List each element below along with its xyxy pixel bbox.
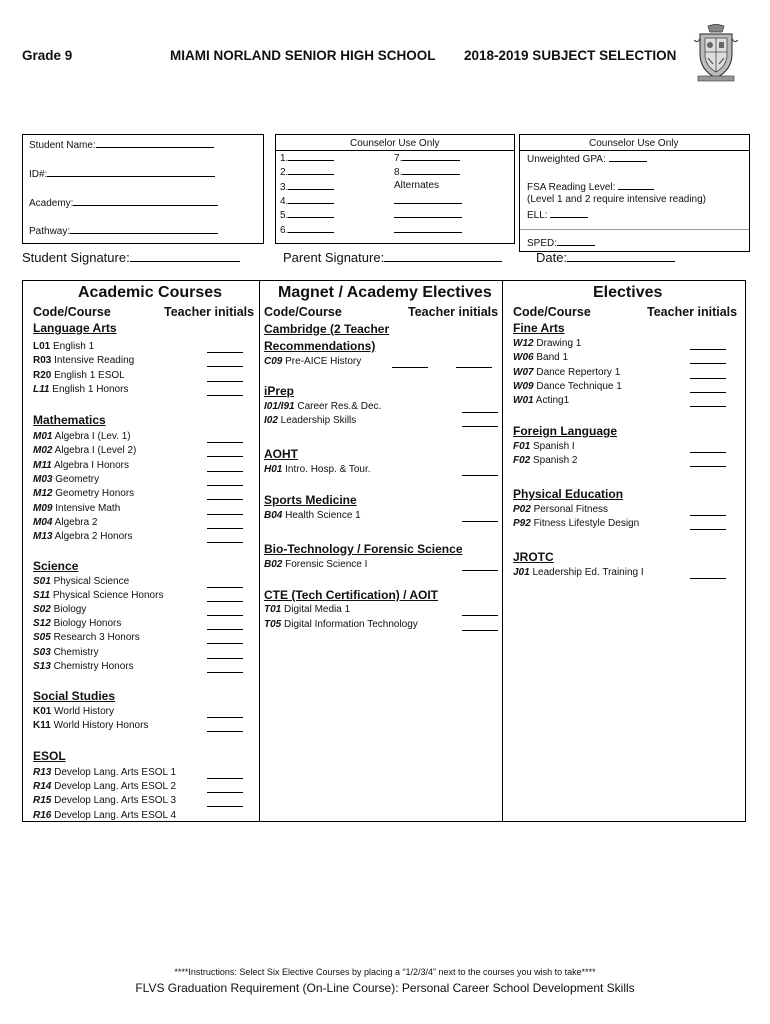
- course-code: P02: [513, 504, 531, 515]
- course-item: [33, 647, 99, 658]
- counselor-slot-label: Alternates: [394, 179, 440, 191]
- academy-field[interactable]: [73, 196, 218, 206]
- counselor-slot: [280, 208, 334, 221]
- counselor-slot-field[interactable]: [288, 165, 334, 175]
- teacher-initials-field[interactable]: [207, 643, 243, 644]
- course-name: Algebra 2 Honors: [52, 531, 133, 543]
- sped-field[interactable]: [557, 236, 595, 246]
- course-name: World History Honors: [50, 720, 149, 732]
- course-code: I01/I91: [264, 401, 295, 412]
- course-name: Algebra I Honors: [51, 459, 129, 471]
- counselor-slot-field[interactable]: [402, 165, 460, 175]
- magnet-title: Magnet / Academy Electives: [278, 284, 492, 301]
- course-code: W07: [513, 366, 534, 378]
- counselor-slot-label: 2.: [280, 167, 289, 179]
- section-heading: iPrep: [264, 384, 295, 398]
- course-item: [264, 510, 361, 521]
- teacher-initials-field[interactable]: [207, 717, 243, 718]
- fsa-note: (Level 1 and 2 require intensive reading): [527, 194, 706, 205]
- counselor-slot-field[interactable]: [394, 208, 462, 218]
- course-name: Geometry: [52, 473, 100, 485]
- teacher-initials-field[interactable]: [462, 615, 498, 616]
- course-code: M04: [33, 516, 53, 528]
- teacher-initials-field[interactable]: [207, 542, 243, 543]
- magnet-electives-column: [258, 280, 502, 822]
- counselor-slot-field[interactable]: [288, 194, 334, 204]
- counselor-slot: [280, 223, 334, 236]
- student-info-box: [22, 134, 264, 244]
- course-name: Algebra I (Lev. 1): [52, 431, 131, 442]
- counselor-slot-label: 1.: [280, 153, 289, 164]
- ell-field[interactable]: [550, 208, 588, 218]
- counselor-slot: [394, 194, 462, 207]
- course-code: S11: [33, 590, 51, 602]
- student-name-label: Student Name:: [29, 140, 96, 151]
- course-code: R20: [33, 369, 52, 381]
- course-code: S02: [33, 604, 51, 616]
- id-field[interactable]: [47, 167, 215, 177]
- teacher-initials-field[interactable]: [690, 452, 726, 453]
- counselor-slot-field[interactable]: [394, 194, 462, 204]
- course-item: [513, 338, 581, 349]
- course-name: Physical Science Honors: [50, 590, 164, 602]
- teacher-initials-field[interactable]: [690, 406, 726, 407]
- course-item: [33, 503, 120, 514]
- course-item: [33, 618, 121, 629]
- teacher-initials-field[interactable]: [207, 442, 243, 443]
- course-name: Leadership Skills: [277, 415, 357, 427]
- course-name: Research 3 Honors: [50, 632, 140, 644]
- counselor-slot-field[interactable]: [402, 151, 460, 161]
- counselor-slot-label: 7.: [394, 153, 403, 164]
- course-code: T05: [264, 618, 282, 630]
- counselor-slot-field[interactable]: [288, 223, 334, 233]
- counselor-slot-label: 5.: [280, 210, 289, 222]
- section-heading: Cambridge (2 Teacher Recommendations): [264, 322, 390, 353]
- sped-label: SPED:: [527, 238, 558, 249]
- student-signature-label: Student Signature:: [22, 250, 130, 265]
- academic-code-header: Code/Course: [33, 305, 111, 319]
- course-item: [264, 604, 350, 615]
- academic-teacher-header: Teacher initials: [164, 305, 255, 319]
- section-heading: CTE (Tech Certification) / AOIT: [264, 588, 439, 602]
- course-name: Band 1: [533, 352, 569, 364]
- counselor-box-middle: [275, 134, 515, 244]
- course-item: [264, 401, 381, 412]
- counselor-slot: [394, 151, 460, 164]
- course-item: [33, 795, 176, 806]
- course-item: [264, 415, 356, 426]
- course-code: W06: [513, 352, 534, 364]
- course-code: I02: [264, 415, 278, 427]
- course-code: T01: [264, 604, 282, 615]
- counselor-right-title: Counselor Use Only: [589, 138, 679, 149]
- teacher-initials-field[interactable]: [207, 587, 243, 588]
- course-code: M11: [33, 459, 52, 471]
- course-name: Chemistry Honors: [50, 660, 134, 672]
- course-name: Biology Honors: [50, 618, 122, 630]
- course-item: [33, 460, 129, 471]
- counselor-slot: [394, 223, 462, 236]
- fsa-label: FSA Reading Level:: [527, 182, 616, 193]
- section-heading: Social Studies: [33, 689, 116, 703]
- course-item: [513, 352, 568, 363]
- course-code: W12: [513, 338, 534, 349]
- teacher-initials-field[interactable]: [207, 658, 243, 659]
- school-crest-logo: [694, 24, 738, 82]
- course-code: M03: [33, 473, 53, 485]
- section-heading: Sports Medicine: [264, 493, 357, 507]
- course-name: Develop Lang. Arts ESOL 1: [51, 767, 177, 778]
- electives-title: Electives: [593, 284, 663, 301]
- teacher-initials-field[interactable]: [462, 570, 498, 571]
- course-name: English 1 ESOL: [51, 369, 125, 381]
- course-code: L01: [33, 341, 51, 352]
- course-code: P92: [513, 518, 531, 530]
- section-heading: Foreign Language: [513, 424, 618, 438]
- counselor-box-right: [519, 134, 750, 252]
- teacher-initials-field[interactable]: [207, 629, 243, 630]
- course-item: [513, 395, 569, 406]
- id-label: ID#:: [29, 169, 48, 180]
- teacher-initials-field[interactable]: [207, 395, 243, 396]
- course-name: Career Res.& Dec.: [294, 401, 382, 412]
- course-code: M02: [33, 445, 53, 457]
- course-item: [264, 559, 367, 570]
- teacher-initials-field[interactable]: [690, 466, 726, 467]
- course-item: [513, 455, 578, 466]
- course-name: Drawing 1: [533, 338, 582, 349]
- course-code: H01: [264, 464, 283, 475]
- date-field[interactable]: [567, 250, 675, 262]
- counselor-slot-field[interactable]: [288, 151, 334, 161]
- course-item: [33, 488, 134, 499]
- course-name: Spanish I: [530, 441, 575, 452]
- magnet-teacher-header: Teacher initials: [408, 305, 499, 319]
- course-name: Algebra 2: [52, 516, 98, 528]
- course-code: B02: [264, 559, 283, 570]
- instructions-text: ****Instructions: Select Six Elective Courses by placing a “1/2/3/4” next to the courses you wish to take****: [174, 967, 596, 977]
- course-code: M09: [33, 502, 53, 514]
- parent-signature-field[interactable]: [384, 250, 502, 262]
- pathway-field[interactable]: [70, 224, 218, 234]
- course-name: Health Science 1: [282, 510, 361, 521]
- ell-label: ELL:: [527, 210, 548, 221]
- teacher-initials-field[interactable]: [690, 529, 726, 530]
- academy-label: Academy:: [29, 198, 74, 209]
- section-heading: AOHT: [264, 447, 298, 461]
- teacher-initials-field[interactable]: [207, 615, 243, 616]
- course-name: Biology: [50, 604, 87, 616]
- course-item: [33, 661, 134, 672]
- course-name: Intensive Math: [52, 502, 121, 514]
- course-code: M01: [33, 431, 53, 442]
- course-name: Develop Lang. Arts ESOL 3: [51, 795, 177, 807]
- course-name: Fitness Lifestyle Design: [530, 518, 640, 530]
- course-name: Leadership Ed. Training I: [529, 567, 644, 578]
- teacher-initials-field[interactable]: [462, 521, 498, 522]
- counselor-slot-label: 3.: [280, 181, 289, 193]
- course-code: R16: [33, 809, 52, 821]
- section-heading: JROTC: [513, 550, 554, 564]
- course-item: [33, 781, 176, 792]
- teacher-initials-field[interactable]: [462, 412, 498, 413]
- course-code: K01: [33, 706, 52, 717]
- teacher-initials-field[interactable]: [207, 499, 243, 500]
- course-code: C09: [264, 356, 283, 367]
- teacher-initials-field[interactable]: [207, 514, 243, 515]
- teacher-initials-field[interactable]: [207, 672, 243, 673]
- course-name: Algebra I (Level 2): [52, 445, 137, 457]
- teacher-initials-field[interactable]: [207, 352, 243, 353]
- counselor-slot-field[interactable]: [288, 208, 334, 218]
- course-item: [33, 576, 129, 587]
- section-heading: Fine Arts: [513, 321, 565, 335]
- teacher-initials-field[interactable]: [690, 378, 726, 379]
- course-item: [513, 441, 575, 452]
- teacher-initials-field[interactable]: [207, 381, 243, 382]
- gpa-field[interactable]: [609, 152, 647, 162]
- course-code: J01: [513, 567, 530, 578]
- course-code: R15: [33, 795, 52, 807]
- course-item: [33, 355, 134, 366]
- counselor-slot-label: 6.: [280, 224, 289, 236]
- electives-column: [502, 280, 746, 822]
- course-item: [33, 706, 114, 717]
- student-name-field[interactable]: [96, 138, 214, 148]
- course-name: English 1 Honors: [49, 383, 129, 395]
- course-item: [513, 381, 622, 392]
- counselor-slot: [394, 208, 462, 221]
- section-heading: Mathematics: [33, 413, 106, 427]
- teacher-initials-field[interactable]: [690, 349, 726, 350]
- teacher-initials-field[interactable]: [207, 366, 243, 367]
- course-name: Spanish 2: [530, 455, 578, 467]
- course-code: W09: [513, 380, 534, 392]
- section-heading: Bio-Technology / Forensic Science: [264, 542, 463, 556]
- course-item: [33, 720, 148, 731]
- course-item: [33, 767, 176, 778]
- section-heading: Science: [33, 559, 79, 573]
- course-name: Dance Repertory 1: [533, 366, 621, 378]
- course-name: Forensic Science I: [282, 559, 368, 570]
- teacher-initials-field[interactable]: [207, 778, 243, 779]
- course-code: K11: [33, 720, 51, 732]
- academic-courses-column: [22, 280, 260, 822]
- course-name: Intensive Reading: [51, 355, 135, 367]
- course-item: [33, 604, 86, 615]
- course-name: Chemistry: [50, 646, 99, 658]
- course-name: Personal Fitness: [530, 504, 609, 515]
- course-code: R14: [33, 781, 52, 793]
- course-item: [33, 474, 99, 485]
- counselor-slot: [394, 165, 460, 178]
- course-code: M13: [33, 531, 53, 543]
- counselor-slot-label: 8.: [394, 167, 403, 179]
- course-code: F02: [513, 455, 531, 467]
- course-item: [264, 619, 418, 630]
- course-name: World History: [51, 706, 114, 717]
- teacher-initials-field[interactable]: [462, 475, 498, 476]
- teacher-initials-field[interactable]: [207, 821, 243, 822]
- course-name: Digital Information Technology: [281, 618, 418, 630]
- course-name: Intro. Hosp. & Tour.: [282, 464, 371, 475]
- magnet-code-header: Code/Course: [264, 305, 342, 319]
- course-item: [513, 567, 644, 578]
- course-code: S03: [33, 646, 51, 658]
- course-code: R13: [33, 767, 52, 778]
- course-item: [264, 464, 371, 475]
- course-name: Geometry Honors: [52, 488, 135, 500]
- teacher-initials-field[interactable]: [207, 731, 243, 732]
- course-name: Develop Lang. Arts ESOL 4: [51, 809, 177, 821]
- teacher-initials-field[interactable]: [690, 392, 726, 393]
- course-item: [33, 384, 128, 395]
- graduation-requirement: FLVS Graduation Requirement (On-Line Course): Personal Career School Development Skills: [135, 981, 635, 995]
- course-name: Pre-AICE History: [282, 356, 362, 367]
- course-item: [513, 504, 608, 515]
- course-item: [33, 517, 98, 528]
- course-item: [33, 370, 125, 381]
- fsa-field[interactable]: [618, 180, 654, 190]
- teacher-initials-field[interactable]: [207, 806, 243, 807]
- course-name: Dance Technique 1: [533, 380, 622, 392]
- year-title: 2018-2019 SUBJECT SELECTION: [464, 48, 677, 63]
- course-code: M12: [33, 488, 53, 500]
- course-name: Physical Science: [50, 576, 130, 587]
- course-name: Acting1: [533, 395, 570, 407]
- school-name: MIAMI NORLAND SENIOR HIGH SCHOOL: [170, 48, 436, 63]
- teacher-initials-field[interactable]: [462, 426, 498, 427]
- course-code: F01: [513, 441, 531, 452]
- teacher-initials-field[interactable]: [207, 792, 243, 793]
- counselor-slot: [280, 151, 334, 164]
- course-code: W01: [513, 395, 534, 407]
- course-item: [33, 445, 136, 456]
- pathway-label: Pathway:: [29, 226, 71, 237]
- course-item: [513, 367, 620, 378]
- course-code: S05: [33, 632, 51, 644]
- parent-signature-label: Parent Signature:: [283, 250, 385, 265]
- course-code: L11: [33, 383, 50, 395]
- teacher-initials-field[interactable]: [392, 367, 428, 368]
- course-code: S12: [33, 618, 51, 630]
- teacher-initials-field[interactable]: [690, 515, 726, 516]
- counselor-slot: [394, 180, 439, 191]
- electives-teacher-header: Teacher initials: [647, 305, 738, 319]
- course-name: English 1: [50, 341, 95, 352]
- course-item: [33, 341, 94, 352]
- teacher-initials-field[interactable]: [690, 578, 726, 579]
- counselor-mid-title: Counselor Use Only: [350, 138, 440, 149]
- course-code: B04: [264, 510, 283, 521]
- course-item: [513, 518, 639, 529]
- course-item: [33, 431, 131, 442]
- course-code: S01: [33, 576, 51, 587]
- teacher-initials-field[interactable]: [207, 528, 243, 529]
- course-code: S13: [33, 660, 51, 672]
- teacher-initials-field[interactable]: [690, 363, 726, 364]
- course-item: [33, 531, 133, 542]
- teacher-initials-field[interactable]: [207, 471, 243, 472]
- course-code: R03: [33, 355, 52, 367]
- gpa-label: Unweighted GPA:: [527, 154, 606, 165]
- counselor-slot-label: 4.: [280, 195, 289, 207]
- teacher-initials-field[interactable]: [456, 367, 492, 368]
- electives-code-header: Code/Course: [513, 305, 591, 319]
- course-item: [33, 810, 176, 821]
- course-name: Digital Media 1: [281, 604, 351, 615]
- section-heading: Physical Education: [513, 487, 624, 501]
- date-label: Date:: [536, 250, 568, 265]
- academic-title: Academic Courses: [78, 284, 223, 301]
- course-name: Develop Lang. Arts ESOL 2: [51, 781, 177, 793]
- section-heading: ESOL: [33, 749, 66, 763]
- counselor-slot: [280, 194, 334, 207]
- course-item: [33, 590, 163, 601]
- course-item: [264, 356, 361, 367]
- grade-label: Grade 9: [22, 48, 73, 63]
- counselor-slot-field[interactable]: [288, 180, 334, 190]
- teacher-initials-field[interactable]: [207, 485, 243, 486]
- teacher-initials-field[interactable]: [207, 456, 243, 457]
- teacher-initials-field[interactable]: [207, 601, 243, 602]
- counselor-slot: [280, 180, 334, 193]
- course-item: [33, 632, 140, 643]
- counselor-slot-field[interactable]: [394, 223, 462, 233]
- student-signature-field[interactable]: [130, 250, 240, 262]
- counselor-slot: [280, 165, 334, 178]
- teacher-initials-field[interactable]: [462, 630, 498, 631]
- section-heading: Language Arts: [33, 321, 117, 335]
